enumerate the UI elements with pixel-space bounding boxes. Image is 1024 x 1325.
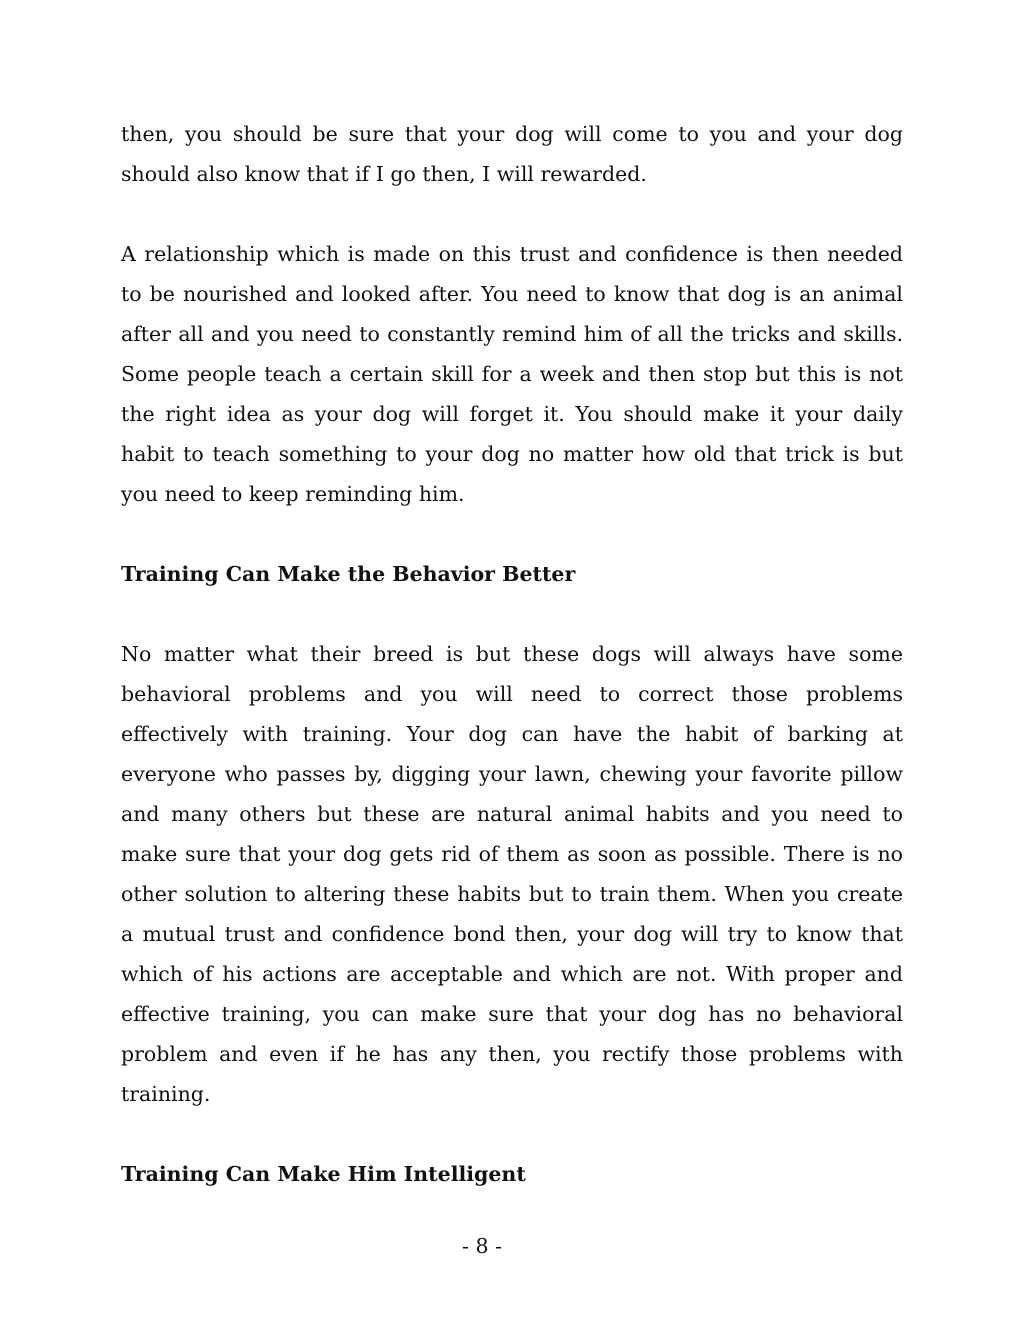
heading-behavior: Training Can Make the Behavior Better xyxy=(121,562,576,586)
document-body xyxy=(121,114,903,1234)
page-number: - 8 - xyxy=(462,1234,502,1258)
heading-intelligent: Training Can Make Him Intelligent xyxy=(121,1162,526,1186)
paragraph-behavior: No matter what their breed is but these dogs will always have some behavioral problems and you will need to correct those problems effectively with training. Your dog can have the habit of barking at everyone who passes by, digging your lawn, chewing your favorite pillow and many others but these are natural animal habits and you need to make sure that your dog gets rid of them as soon as possible. There is no other solution to altering these habits but to train them. When you create a mutual trust and confidence bond then, your dog will try to know that which of his actions are acceptable and which are not. With proper and effective training, you can make sure that your dog has no behavioral problem and even if he has any then, you rectify those problems with training. xyxy=(121,642,903,1106)
paragraph-relationship: A relationship which is made on this trust and confidence is then needed to be nourished and looked after. You need to know that dog is an animal after all and you need to constantly remind him of all the tricks and skills. Some people teach a certain skill for a week and then stop but this is not the right idea as your dog will forget it. You should make it your daily habit to teach something to your dog no matter how old that trick is but you need to keep reminding him. xyxy=(121,242,903,506)
paragraph-reward: then, you should be sure that your dog will come to you and your dog should also know that if I go then, I will rewarded. xyxy=(121,122,903,186)
